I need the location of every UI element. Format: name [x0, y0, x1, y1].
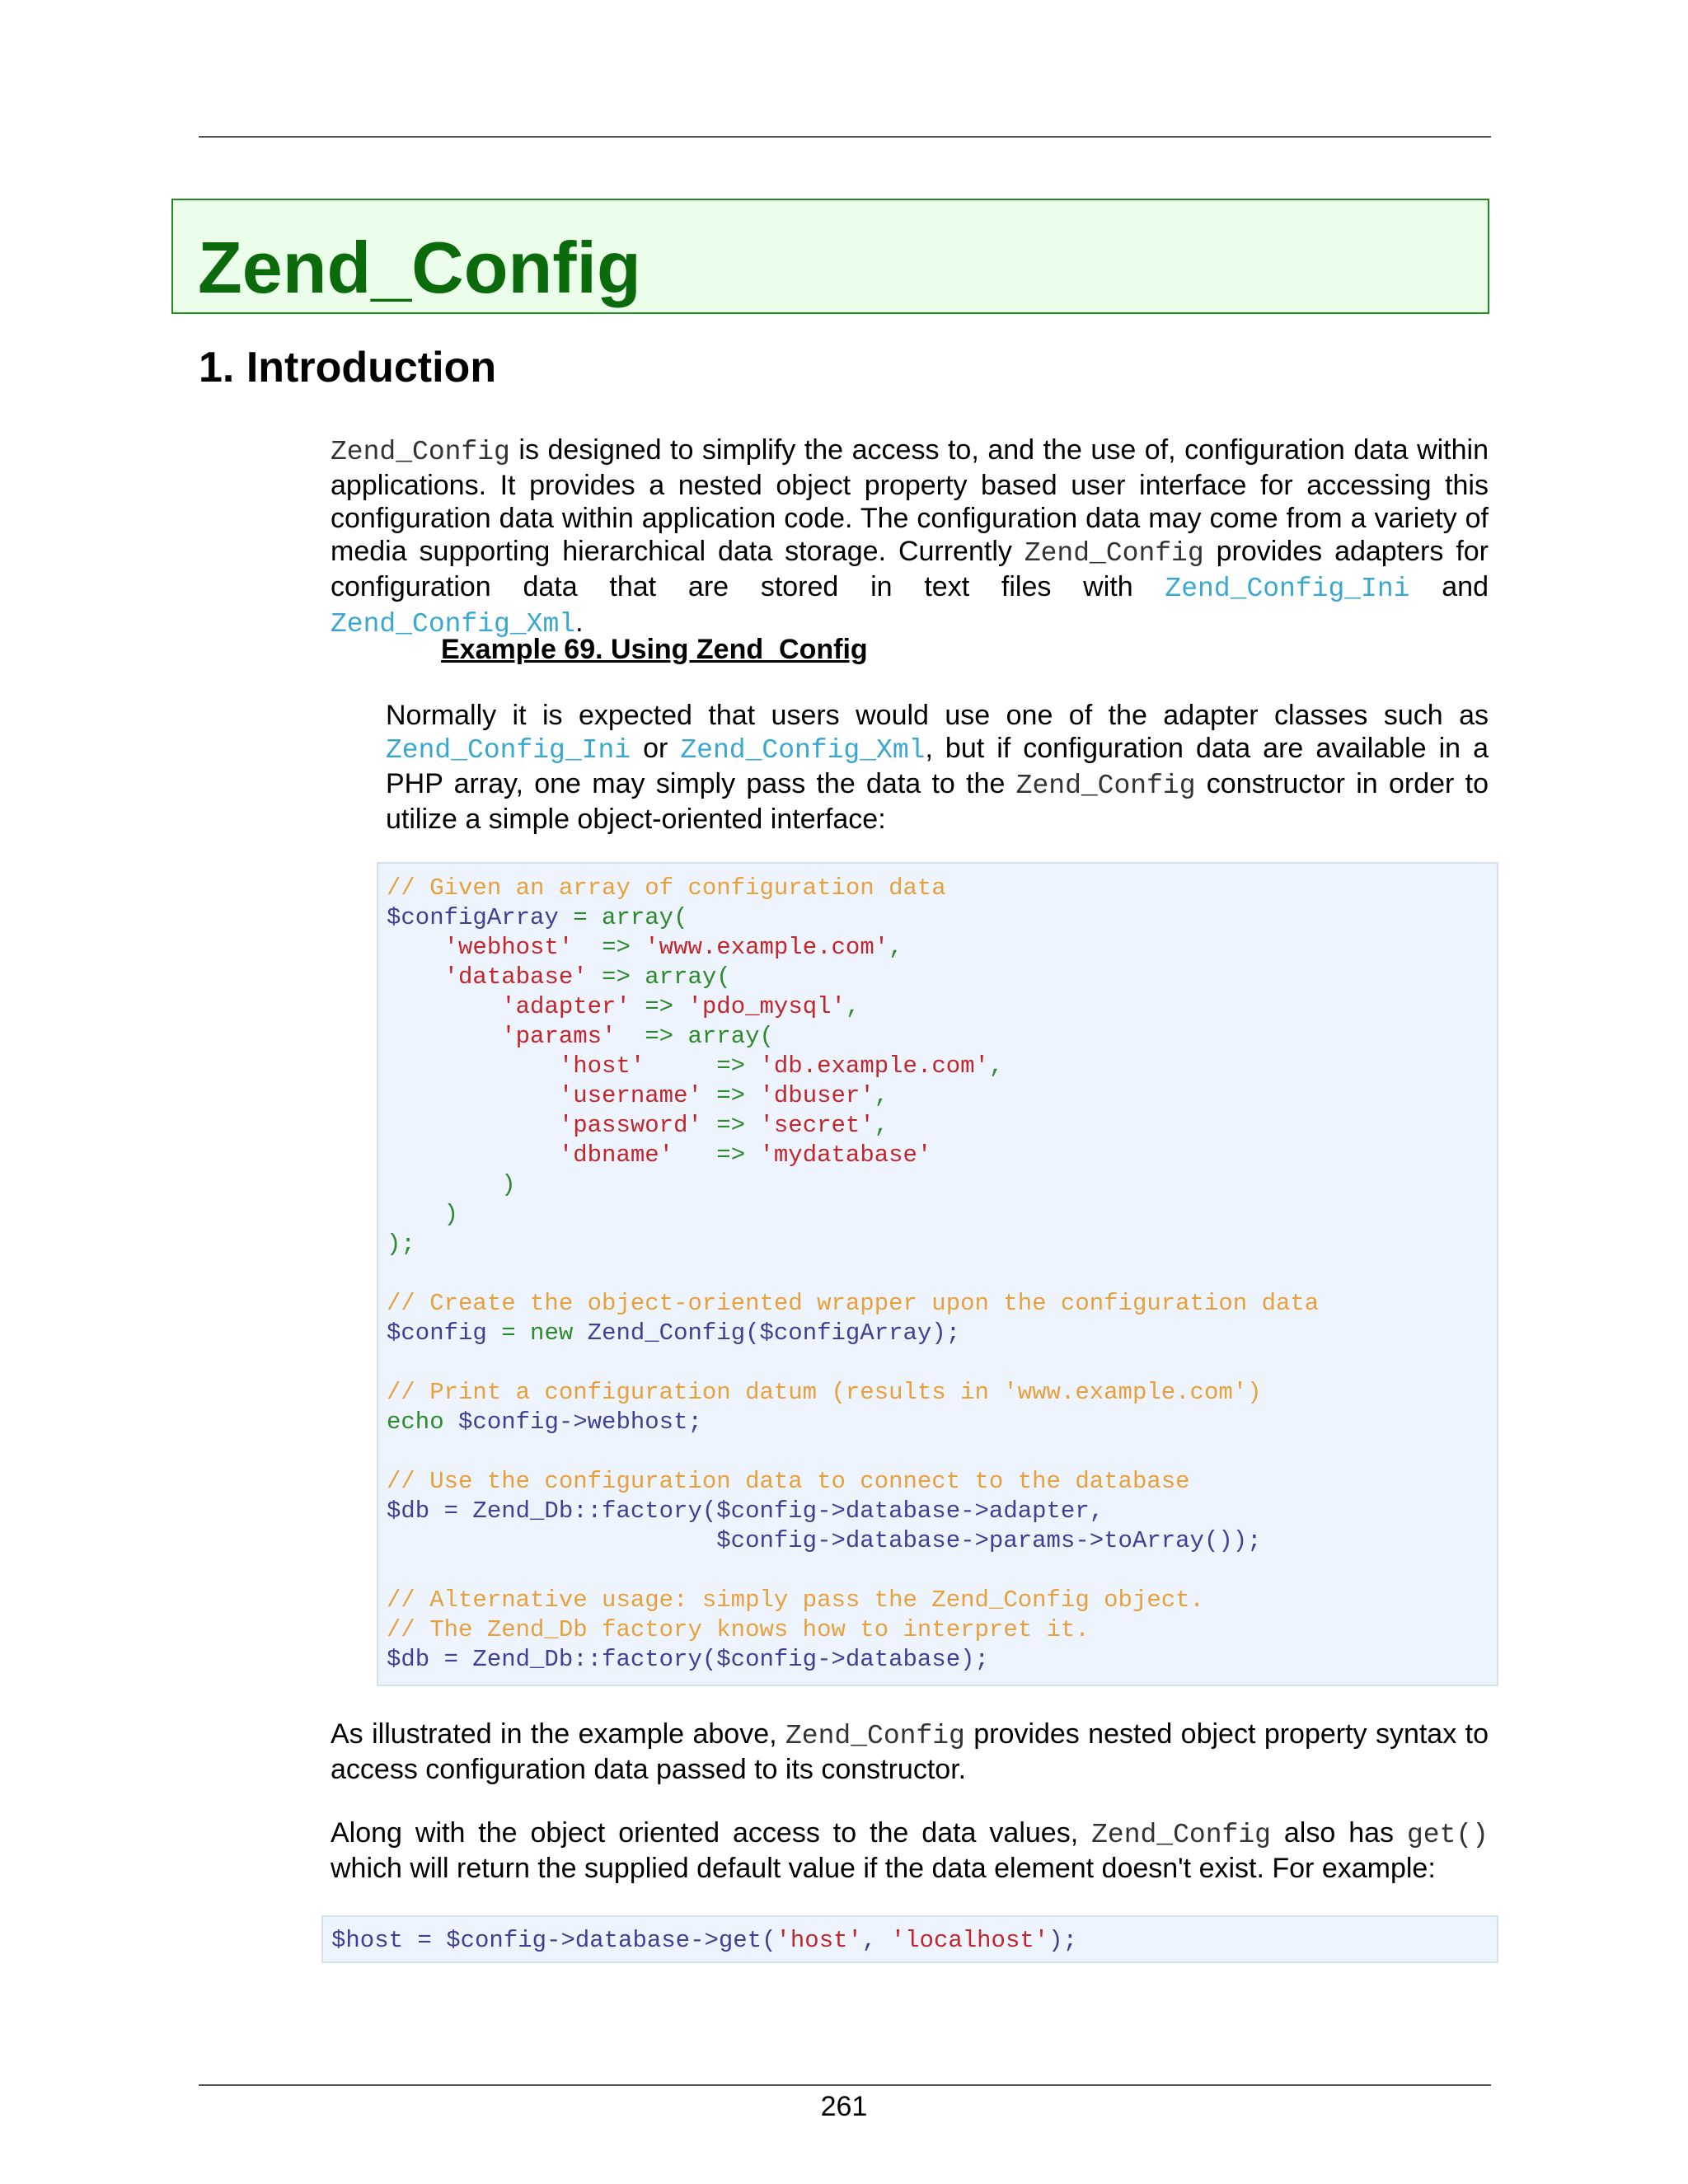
- code-line: [387, 1586, 1489, 1615]
- text: also has: [1270, 1817, 1407, 1849]
- code-line-blank: [387, 1259, 1489, 1289]
- code-operator: ,: [845, 993, 860, 1020]
- code-line: [387, 1645, 1489, 1675]
- code-line: [387, 1052, 1489, 1081]
- code-string: 'secret': [759, 1112, 874, 1139]
- code-variable: $config: [387, 1319, 487, 1347]
- text: , but if configuration data are available in a PHP array, one may simply pass the data to the: [386, 733, 1489, 799]
- code-line: [387, 1526, 1489, 1556]
- code-line: [387, 1230, 1489, 1259]
- code-operator: => array(: [616, 1023, 774, 1050]
- footer-rule: [199, 2084, 1491, 2086]
- code-operator: ,: [874, 1112, 889, 1139]
- code-string: 'www.example.com': [645, 934, 889, 961]
- text: Along with the object oriented access to the data values,: [331, 1817, 1092, 1849]
- chapter-title-box: [171, 199, 1489, 314]
- code-operator: =>: [701, 1082, 760, 1109]
- code-operator: =: [486, 1319, 531, 1347]
- code-string: 'localhost': [890, 1927, 1049, 1954]
- code-expression: $config->webhost;: [443, 1408, 702, 1436]
- code-comment: // Use the configuration data to connect to the database: [387, 1468, 1190, 1495]
- code-string: 'params': [501, 1023, 617, 1050]
- example-paragraph: [386, 699, 1489, 836]
- code-operator: =>: [701, 1112, 760, 1139]
- code-operator: =>: [573, 934, 645, 961]
- header-rule: [199, 136, 1491, 138]
- link-zend-config-xml[interactable]: Zend_Config_Xml: [680, 735, 926, 766]
- code-string: 'host': [776, 1927, 862, 1954]
- inline-code: get(): [1406, 1820, 1489, 1850]
- example-title: Example 69. Using Zend_Config: [441, 634, 868, 665]
- code-string: 'username': [558, 1082, 702, 1109]
- code-comment: // Alternative usage: simply pass the Zend_Config object.: [387, 1586, 1204, 1614]
- code-line: [387, 1319, 1489, 1348]
- illustrated-paragraph: [331, 1718, 1489, 1786]
- code-string: 'host': [558, 1052, 645, 1080]
- code-string: 'dbname': [558, 1141, 674, 1169]
- code-operator: ,: [861, 1927, 891, 1954]
- link-zend-config-ini[interactable]: Zend_Config_Ini: [1165, 574, 1410, 604]
- code-operator: ,: [889, 934, 903, 961]
- code-operator: ,: [874, 1082, 889, 1109]
- section-title: 1. Introduction: [199, 344, 497, 391]
- code-operator: );: [387, 1230, 415, 1258]
- page-number: 261: [820, 2091, 868, 2122]
- text: or: [631, 733, 681, 764]
- code-line: [387, 1289, 1489, 1319]
- code-line: [387, 1022, 1489, 1052]
- text: provides adapters for configuration data that are stored in text files with: [331, 536, 1489, 602]
- code-operator: );: [1048, 1927, 1077, 1954]
- inline-code: Zend_Config: [331, 437, 510, 467]
- code-comment: // Create the object-oriented wrapper upon the configuration data: [387, 1290, 1320, 1317]
- text: constructor in order to utilize a simple object-oriented interface:: [386, 768, 1489, 835]
- code-line: [387, 1408, 1489, 1437]
- inline-code: Zend_Config: [1015, 771, 1196, 801]
- code-operator: ): [501, 1171, 516, 1198]
- code-line: [387, 933, 1489, 963]
- text: is designed to simplify the access to, and the use of, configuration data within applications. It provides a nested object property based user interface for accessing this configuration data within application code. The configuration data may come from a variety of media supporting hierarchical data storage. Currently: [331, 434, 1489, 567]
- chapter-title: Zend_Config: [198, 227, 641, 308]
- code-operator: = array(: [558, 904, 688, 931]
- code-line: [387, 1111, 1489, 1141]
- code-operator: =>: [673, 1141, 760, 1169]
- link-zend-config-ini[interactable]: Zend_Config_Ini: [386, 735, 631, 766]
- code-string: 'dbuser': [759, 1082, 874, 1109]
- text: As illustrated in the example above,: [331, 1718, 785, 1750]
- code-line: [387, 963, 1489, 992]
- code-line-blank: [387, 1348, 1489, 1378]
- text: Normally it is expected that users would use one of the adapter classes such as: [386, 700, 1489, 731]
- code-comment: // Given an array of configuration data: [387, 874, 946, 902]
- code-line: [387, 1200, 1489, 1230]
- code-string: 'password': [558, 1112, 702, 1139]
- code-line: [387, 874, 1489, 903]
- inline-code: Zend_Config: [1091, 1820, 1271, 1850]
- code-string: 'db.example.com': [759, 1052, 989, 1080]
- code-line: [387, 903, 1489, 933]
- code-expression: Zend_Config($configArray);: [573, 1319, 961, 1347]
- code-comment: // The Zend_Db factory knows how to interpret it.: [387, 1616, 1090, 1643]
- code-line-blank: [387, 1437, 1489, 1467]
- text: and: [1409, 571, 1489, 602]
- text: which will return the supplied default value if the data element doesn't exist. For example:: [331, 1853, 1436, 1884]
- code-expression: $host = $config->database->get(: [331, 1927, 776, 1954]
- code-operator: => array(: [587, 963, 731, 991]
- code-line-blank: [387, 1556, 1489, 1586]
- get-code-block: [321, 1915, 1498, 1963]
- code-line: [387, 1378, 1489, 1408]
- code-expression: $db = Zend_Db::factory($config->database);: [387, 1646, 989, 1673]
- code-string: 'pdo_mysql': [687, 993, 846, 1020]
- code-line: [387, 992, 1489, 1022]
- code-line: [387, 1467, 1489, 1497]
- code-line: [387, 1615, 1489, 1645]
- code-operator: =>: [630, 993, 688, 1020]
- code-line: [387, 1141, 1489, 1170]
- code-string: 'webhost': [443, 934, 574, 961]
- code-string: 'mydatabase': [759, 1141, 932, 1169]
- code-operator: ,: [988, 1052, 1004, 1080]
- code-expression: $config->database->params->toArray());: [716, 1527, 1262, 1554]
- inline-code: Zend_Config: [1024, 538, 1204, 569]
- inline-code: Zend_Config: [785, 1721, 965, 1751]
- intro-paragraph: [331, 434, 1489, 641]
- link-zend-config-xml[interactable]: Zend_Config_Xml: [331, 609, 576, 640]
- code-variable: $configArray: [387, 904, 559, 931]
- code-operator: ): [443, 1201, 459, 1228]
- code-line: [387, 1170, 1489, 1200]
- code-keyword: new: [530, 1319, 574, 1347]
- text: provides nested object property syntax to access configuration data passed to its constructor.: [331, 1718, 1489, 1785]
- code-comment: // Print a configuration datum (results in 'www.example.com'): [387, 1379, 1262, 1406]
- code-operator: =>: [645, 1052, 760, 1080]
- code-keyword: echo: [387, 1408, 444, 1436]
- text: .: [575, 607, 584, 638]
- example-code-block: [377, 862, 1498, 1686]
- along-paragraph: [331, 1816, 1489, 1885]
- code-line: [387, 1081, 1489, 1111]
- code-string: 'database': [443, 963, 588, 991]
- code-string: 'adapter': [501, 993, 631, 1020]
- code-line: [387, 1497, 1489, 1526]
- code-expression: $db = Zend_Db::factory($config->database->adapter,: [387, 1497, 1104, 1525]
